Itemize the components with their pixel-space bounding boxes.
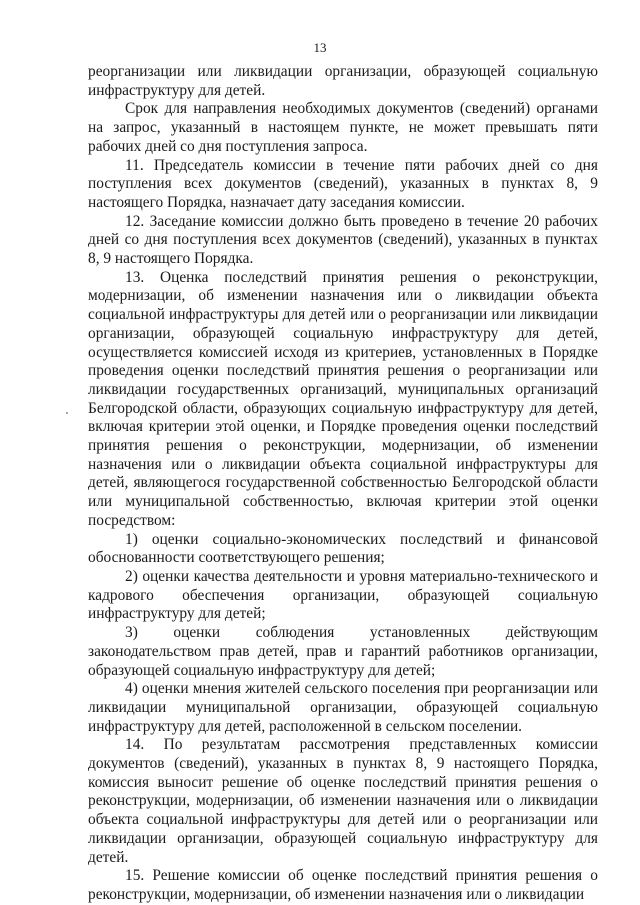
paragraph-continuation: реорганизации или ликвидации организации, образующей социальную инфраструктуру для детей.: [88, 63, 598, 99]
paragraph-item-15: 15. Решение комиссии об оценке последствий принятия решения о реконструкции, модернизации, об изменении назначения или о ликвидации: [88, 867, 598, 903]
paragraph-subitem-4: 4) оценки мнения жителей сельского поселения при реорганизации или ликвидации муниципальной организации, образующей социальную инфраструктуру для детей, расположенной в сельском поселении.: [88, 680, 598, 735]
paragraph-item-12: 12. Заседание комиссии должно быть проведено в течение 20 рабочих дней со дня поступления всех документов (сведений), указанных в пунктах 8, 9 настоящего Порядка.: [88, 212, 598, 268]
paragraph-subitem-3: 3) оценки соблюдения установленных действующим законодательством прав детей, прав и гарантий работников организации, образующей социальную инфраструктуру для детей;: [88, 624, 598, 679]
scan-speck: [66, 412, 68, 414]
page-number: 13: [313, 40, 327, 55]
paragraph-item-14: 14. По результатам рассмотрения представленных комиссии документов (сведений), указанных в пунктах 8, 9 настоящего Порядка, комиссия выносит решение об оценке последствий принятия решения о реконструкции, модернизации, об изменении назначения или о ликвидации объекта социальной инфраструктуры для детей или о реорганизации или ликвидации организации, образующей социальную инфраструктуру для детей.: [88, 736, 598, 866]
paragraph-subitem-2: 2) оценки качества деятельности и уровня материально-технического и кадрового обеспечения организации, образующей социальную инфраструктуру для детей;: [88, 567, 598, 623]
paragraph-subitem-1: 1) оценки социально-экономических последствий и финансовой обоснованности соответствующего решения;: [88, 530, 598, 567]
paragraph-deadline: Срок для направления необходимых документов (сведений) органами на запрос, указанный в настоящем пункте, не может превышать пяти рабочих дней со дня поступления запроса.: [88, 100, 598, 155]
document-body: [88, 63, 598, 905]
paragraph-item-11: 11. Председатель комиссии в течение пяти рабочих дней со дня поступления всех документов (сведений), указанных в пунктах 8, 9 настоящего Порядка, назначает дату заседания комиссии.: [88, 156, 598, 211]
paragraph-item-13: 13. Оценка последствий принятия решения о реконструкции, модернизации, об изменении назначения или о ликвидации объекта социальной инфраструктуры для детей или о реорганизации или ликвидации организации, образующей социальную инфраструктуру для детей, осуществляется комиссией исходя из критериев, установленных в Порядке проведения оценки последствий принятия решения о реорганизации или ликвидации государственных организаций, муниципальных организаций Белгородской области, образующих социальную инфраструктуру для детей, включая критерии этой оценки, и Порядке проведения оценки последствий принятия решения о реконструкции, модернизации, об изменении назначения или о ликвидации объекта социальной инфраструктуры для детей, являющегося государственной собственностью Белгородской области или муниципальной собственностью, включая критерии этой оценки посредством:: [88, 268, 598, 529]
